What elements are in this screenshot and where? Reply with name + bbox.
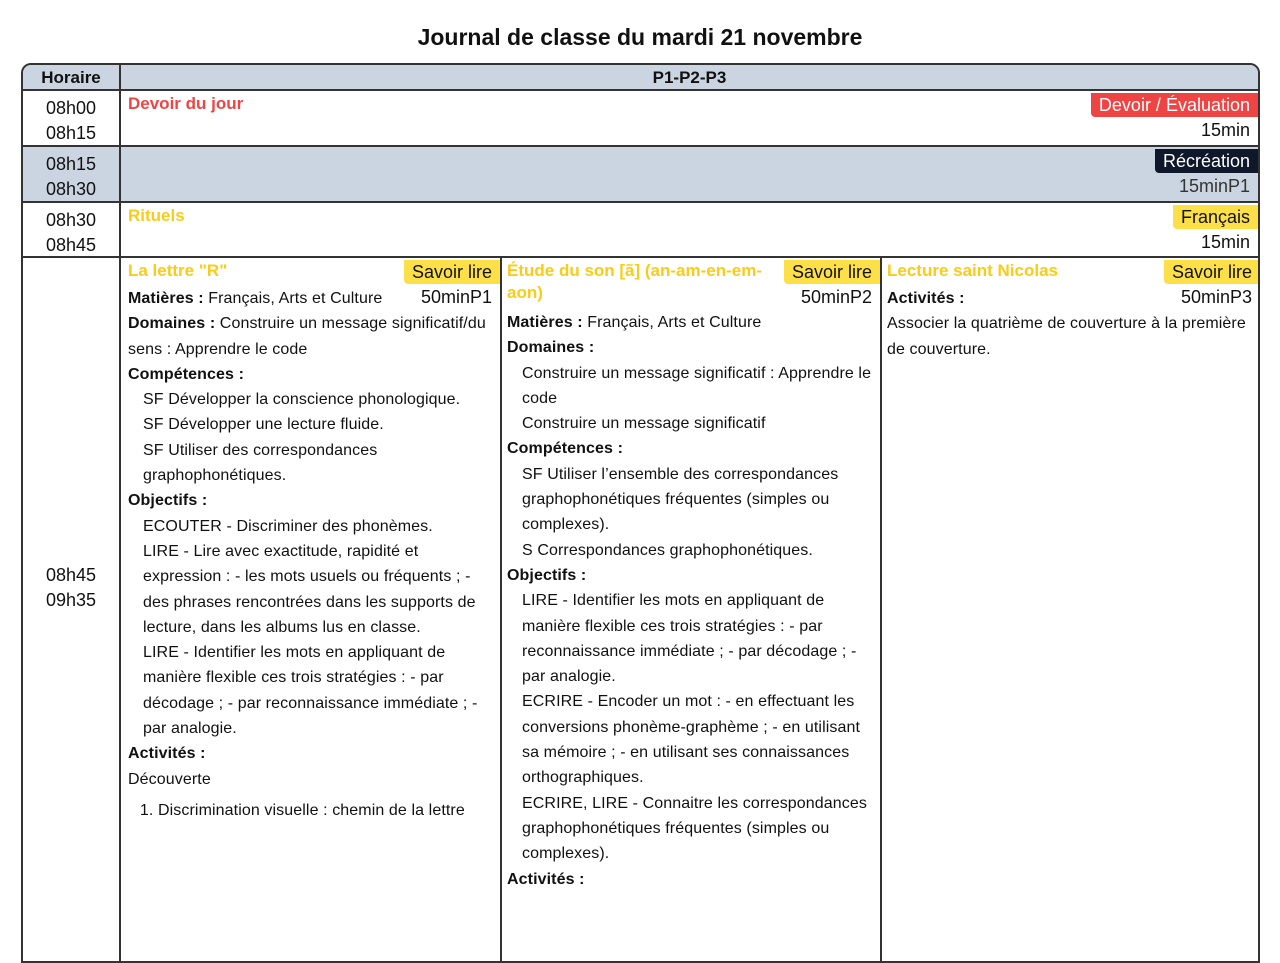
lesson-title[interactable]: Lecture saint Nicolas — [887, 261, 1059, 280]
detail-line — [507, 538, 875, 563]
category-tag: Français — [1173, 205, 1258, 229]
section-text: Français, Arts et Culture — [582, 314, 762, 331]
section-text: Découverte — [128, 770, 211, 788]
start-time: 08h30 — [45, 210, 97, 230]
section — [507, 335, 875, 360]
duration: 15min — [1200, 232, 1250, 252]
schedule-row — [23, 258, 1258, 963]
detail-line — [507, 689, 875, 790]
detail-line — [507, 361, 875, 412]
section-label: Activités : — [507, 870, 585, 888]
lesson-details — [507, 310, 875, 892]
section — [507, 310, 875, 335]
category-tag: Savoir lire — [404, 260, 500, 284]
section-text: LIRE - Lire avec exactitude, rapidité et expression : - les mots usuels ou fréquents ; - des phrases rencontrées dans les supports de lecture, dans les albums lus en classe. — [143, 542, 476, 636]
schedule-row — [23, 147, 1258, 203]
section — [507, 563, 875, 588]
section — [507, 436, 875, 461]
activity-step: 1. Discrimination visuelle : chemin de la lettre — [158, 798, 495, 823]
duration: 50minP1 — [420, 287, 492, 307]
section — [128, 741, 495, 766]
section-text: SF Développer une lecture fluide. — [143, 416, 384, 434]
category-tag: Récréation — [1155, 149, 1258, 173]
detail-line — [128, 438, 495, 489]
activity-title[interactable]: Rituels — [128, 206, 185, 225]
section-text: LIRE - Identifier les mots en appliquant de manière flexible ces trois stratégies : - par reconnaissance immédiate ; - par décodage ; - par analogie. — [522, 592, 857, 686]
end-time: 09h35 — [45, 590, 97, 610]
lesson-title[interactable]: Étude du son [ã] (an-am-en-em-aon) — [507, 261, 763, 302]
duration: 50minP2 — [800, 287, 872, 307]
header-horaire: Horaire — [23, 65, 121, 91]
section-text: LIRE - Identifier les mots en appliquant de manière flexible ces trois stratégies : - par décodage ; - par reconnaissance immédiate ; - par analogie. — [143, 644, 478, 738]
detail-line — [507, 588, 875, 689]
section-text: ECOUTER - Discriminer des phonèmes. — [143, 517, 433, 535]
detail-line — [507, 462, 875, 538]
lesson-cell — [123, 258, 500, 963]
end-time: 08h45 — [45, 235, 97, 255]
schedule-row — [23, 203, 1258, 258]
section-label: Matières : — [128, 290, 204, 307]
start-time: 08h15 — [45, 154, 97, 174]
detail-line — [128, 514, 495, 539]
start-time: 08h00 — [45, 98, 97, 118]
section-text: SF Utiliser l’ensemble des correspondances graphophonétiques fréquentes (simples ou complexes). — [522, 465, 839, 534]
section-text: Construire un message significatif — [522, 415, 766, 433]
page-title: Journal de classe du mardi 21 novembre — [417, 24, 863, 50]
lesson-title[interactable]: La lettre "R" — [128, 261, 228, 280]
time-slot — [23, 147, 121, 201]
section-text: ECRIRE, LIRE - Connaitre les correspondances graphophonétiques fréquentes (simples ou complexes). — [522, 794, 867, 863]
duration: 50minP3 — [1180, 287, 1252, 307]
duration: 15minP1 — [1178, 176, 1250, 196]
detail-line — [887, 311, 1255, 362]
start-time: 08h45 — [45, 565, 97, 585]
detail-line — [507, 791, 875, 867]
schedule-row — [23, 91, 1258, 147]
time-slot — [23, 258, 121, 963]
lesson-details — [128, 286, 495, 823]
detail-line — [507, 411, 875, 436]
lesson-cell — [502, 258, 880, 963]
section-text: Construire un message significatif/du sens : Apprendre le code — [128, 315, 486, 358]
time-slot — [23, 203, 121, 256]
section-label: Activités : — [128, 745, 206, 763]
section-label: Compétences : — [507, 440, 623, 458]
section-text: SF Utiliser des correspondances graphophonétiques. — [143, 441, 378, 485]
activity-list — [128, 798, 495, 823]
section-label: Domaines : — [128, 315, 216, 333]
category-tag: Savoir lire — [1164, 260, 1260, 284]
section — [128, 311, 495, 362]
category-tag: Savoir lire — [784, 260, 880, 284]
category-tag: Devoir / Évaluation — [1091, 93, 1258, 117]
section — [128, 488, 495, 513]
section-label: Objectifs : — [128, 492, 208, 510]
activity-title[interactable]: Devoir du jour — [128, 94, 244, 113]
section-text: Construire un message significatif : Apprendre le code — [522, 364, 872, 407]
section — [128, 286, 495, 311]
section — [128, 362, 495, 387]
end-time: 08h15 — [45, 123, 97, 143]
detail-line — [128, 412, 495, 437]
lesson-cell — [882, 258, 1260, 963]
section-label: Compétences : — [128, 365, 244, 383]
section-label: Objectifs : — [507, 566, 587, 584]
lesson-details — [887, 286, 1255, 362]
time-slot — [23, 91, 121, 145]
end-time: 08h30 — [45, 179, 97, 199]
section-label: Activités : — [887, 290, 965, 307]
detail-line — [128, 640, 495, 741]
section — [887, 286, 1255, 311]
section-text: ECRIRE - Encoder un mot : - en effectuant les conversions phonème-graphème ; - en utilisant sa mémoire ; - en utilisant ses connaissances orthographiques. — [522, 693, 861, 787]
section-text: Français, Arts et Culture — [203, 290, 383, 307]
detail-line — [128, 539, 495, 640]
section-text: SF Développer la conscience phonologique. — [143, 391, 461, 409]
header-groups: P1-P2-P3 — [121, 65, 1258, 91]
section-label: Matières : — [507, 314, 583, 331]
detail-line — [128, 767, 495, 792]
section-label: Domaines : — [507, 339, 595, 357]
duration: 15min — [1200, 120, 1250, 140]
section — [507, 867, 875, 892]
class-journal-table — [21, 63, 1260, 963]
section-text: Associer la quatrième de couverture à la première de couverture. — [887, 315, 1246, 358]
section-text: S Correspondances graphophonétiques. — [522, 541, 813, 559]
detail-line — [128, 387, 495, 412]
